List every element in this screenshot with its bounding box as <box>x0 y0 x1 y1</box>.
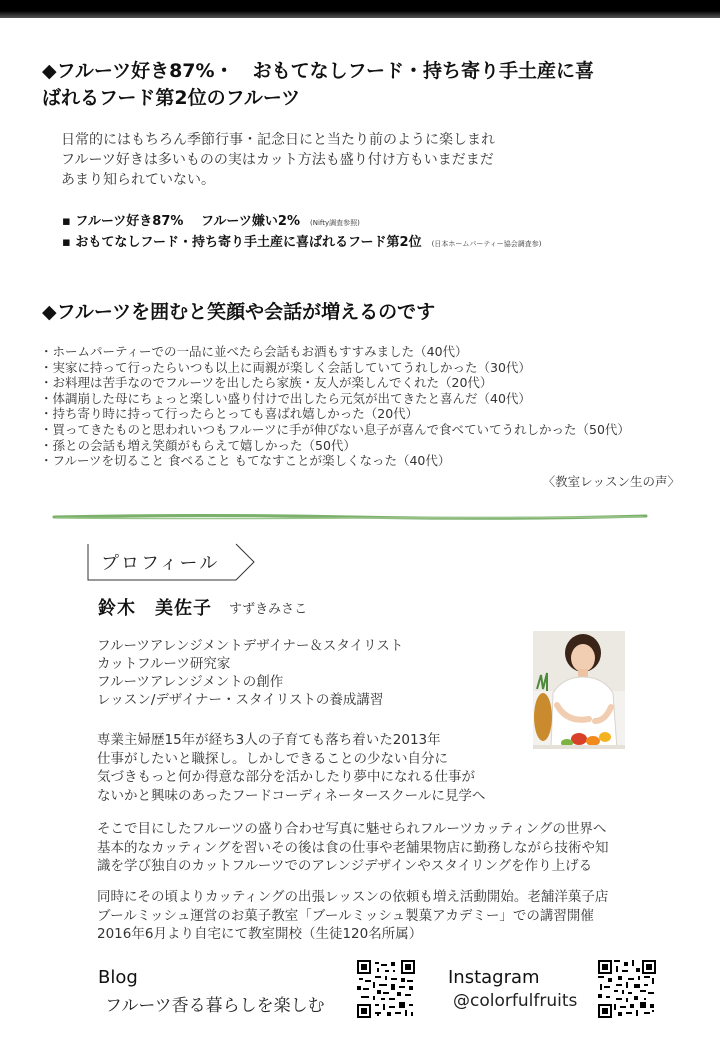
role-item: フルーツアレンジメントデザイナー＆スタイリスト <box>97 638 404 654</box>
stat-source: (日本ホームパーティー協会調査参) <box>431 240 542 248</box>
stat-text: ▪ おもてなしフード・持ち寄り手土産に喜ばれるフード第2位 <box>62 235 422 250</box>
text-line: 仕事がしたいと職探し。しかしできることの少ない自分に <box>97 750 448 767</box>
text-line: ないかと興味のあったフードコーディネータースクールに見学へ <box>97 787 486 804</box>
profile-kana: すずきみさこ <box>229 602 308 617</box>
profile-paragraph <box>97 731 485 805</box>
text-line: そこで目にしたフルーツの盛り合わせ写真に魅せられフルーツカッティングの世界へ <box>97 821 607 837</box>
role-item: レッスン/デザイナー・スタイリストの養成講習 <box>97 692 384 708</box>
section1-intro <box>61 130 495 190</box>
stats-list <box>62 212 542 254</box>
stat-source: (Nifty調査参照) <box>309 219 360 227</box>
text-line: 専業主婦歴15年が経ち3人の子育ても落ち着いた2013年 <box>97 732 441 748</box>
section1-heading-line1: ◆フルーツ好き87%・ おもてなしフード・持ち寄り手土産に喜 <box>42 60 595 82</box>
blog-label: Blog <box>98 967 138 988</box>
intro-line: 日常的にはもちろん季節行事・記念日にと当たり前のように楽しまれ <box>61 132 495 148</box>
profile-paragraph <box>97 888 608 944</box>
list-item: ・フルーツを切ること 食べること もてなすことが楽しくなった（40代） <box>40 453 451 469</box>
text-line: 識を学び独自のカットフルーツでのアレンジデザインやスタイリングを作り上げる <box>97 858 593 874</box>
text-line: 基本的なカッティングを習いその後は食の仕事や老舗果物店に勤務しながら技術や知 <box>97 839 609 856</box>
list-item: ・実家に持って行ったらいつも以上に両親が楽しく会話していてうれしかった（30代） <box>40 359 531 375</box>
list-item: ・お料理は苦手なのでフルーツを出したら家族・友人が楽しんでくれた（20代） <box>40 375 493 391</box>
role-item: カットフルーツ研究家 <box>97 656 231 672</box>
instagram-qr-code-icon[interactable] <box>598 960 656 1018</box>
instagram-label: Instagram <box>448 967 540 988</box>
voices-attribution: 〈教室レッスン生の声〉 <box>542 474 680 489</box>
list-item: ・体調崩した母にちょっと楽しい盛り付けで出したら元気が出てきたと喜んだ（40代） <box>40 390 531 406</box>
section1-heading-line2: ばれるフード第2位のフルーツ <box>42 87 301 109</box>
stat-item <box>62 212 542 233</box>
section2-heading: ◆フルーツを囲むと笑顔や会話が増えるのです <box>42 301 436 323</box>
list-item: ・ホームパーティーでの一品に並べたら会話もお酒もすすみました（40代） <box>40 344 468 359</box>
list-item: ・買ってきたものと思われいつもフルーツに手が伸びない息子が喜んで食べていてうれしかった（50代） <box>40 421 630 437</box>
intro-line: あまり知られていない。 <box>61 172 215 188</box>
list-item: ・孫との会話も増え笑顔がもらえて嬉しかった（50代） <box>40 437 356 453</box>
profile-name: 鈴木 美佐子 <box>98 598 212 619</box>
blog-qr-code-icon[interactable] <box>357 960 415 1018</box>
instagram-handle-link[interactable]: @colorfulfruits <box>453 991 578 1011</box>
profile-tag: プロフィール <box>101 553 220 574</box>
stat-item <box>62 233 542 254</box>
top-bar <box>0 0 720 18</box>
voices-list <box>40 344 630 469</box>
profile-paragraph <box>97 820 609 876</box>
list-item: ・持ち寄り時に持って行ったらとっても喜ばれ嬉しかった（20代） <box>40 406 419 422</box>
role-item: フルーツアレンジメントの創作 <box>97 674 284 690</box>
profile-roles <box>97 637 403 709</box>
text-line: 同時にその頃よりカッティングの出張レッスンの依頼も増え活動開始。老舗洋菓子店 <box>97 889 609 905</box>
stat-text: ▪ フルーツ好き87% フルーツ嫌い2% <box>62 214 300 229</box>
text-line: 気づきもっと何か得意な部分を活かしたり夢中になれる仕事が <box>97 769 475 785</box>
profile-photo <box>533 631 625 749</box>
blog-link[interactable]: フルーツ香る暮らしを楽しむ <box>105 996 325 1016</box>
intro-line: フルーツ好きは多いものの実はカット方法も盛り付け方もいまだまだ <box>61 152 494 168</box>
section1-heading <box>42 58 682 112</box>
text-line: ブールミッシュ運営のお菓子教室「ブールミッシュ製菓アカデミー」での講習開催 <box>97 907 594 924</box>
text-line: 2016年6月より自宅にて教室開校（生徒120名所属） <box>97 926 423 942</box>
divider-line <box>52 513 648 521</box>
